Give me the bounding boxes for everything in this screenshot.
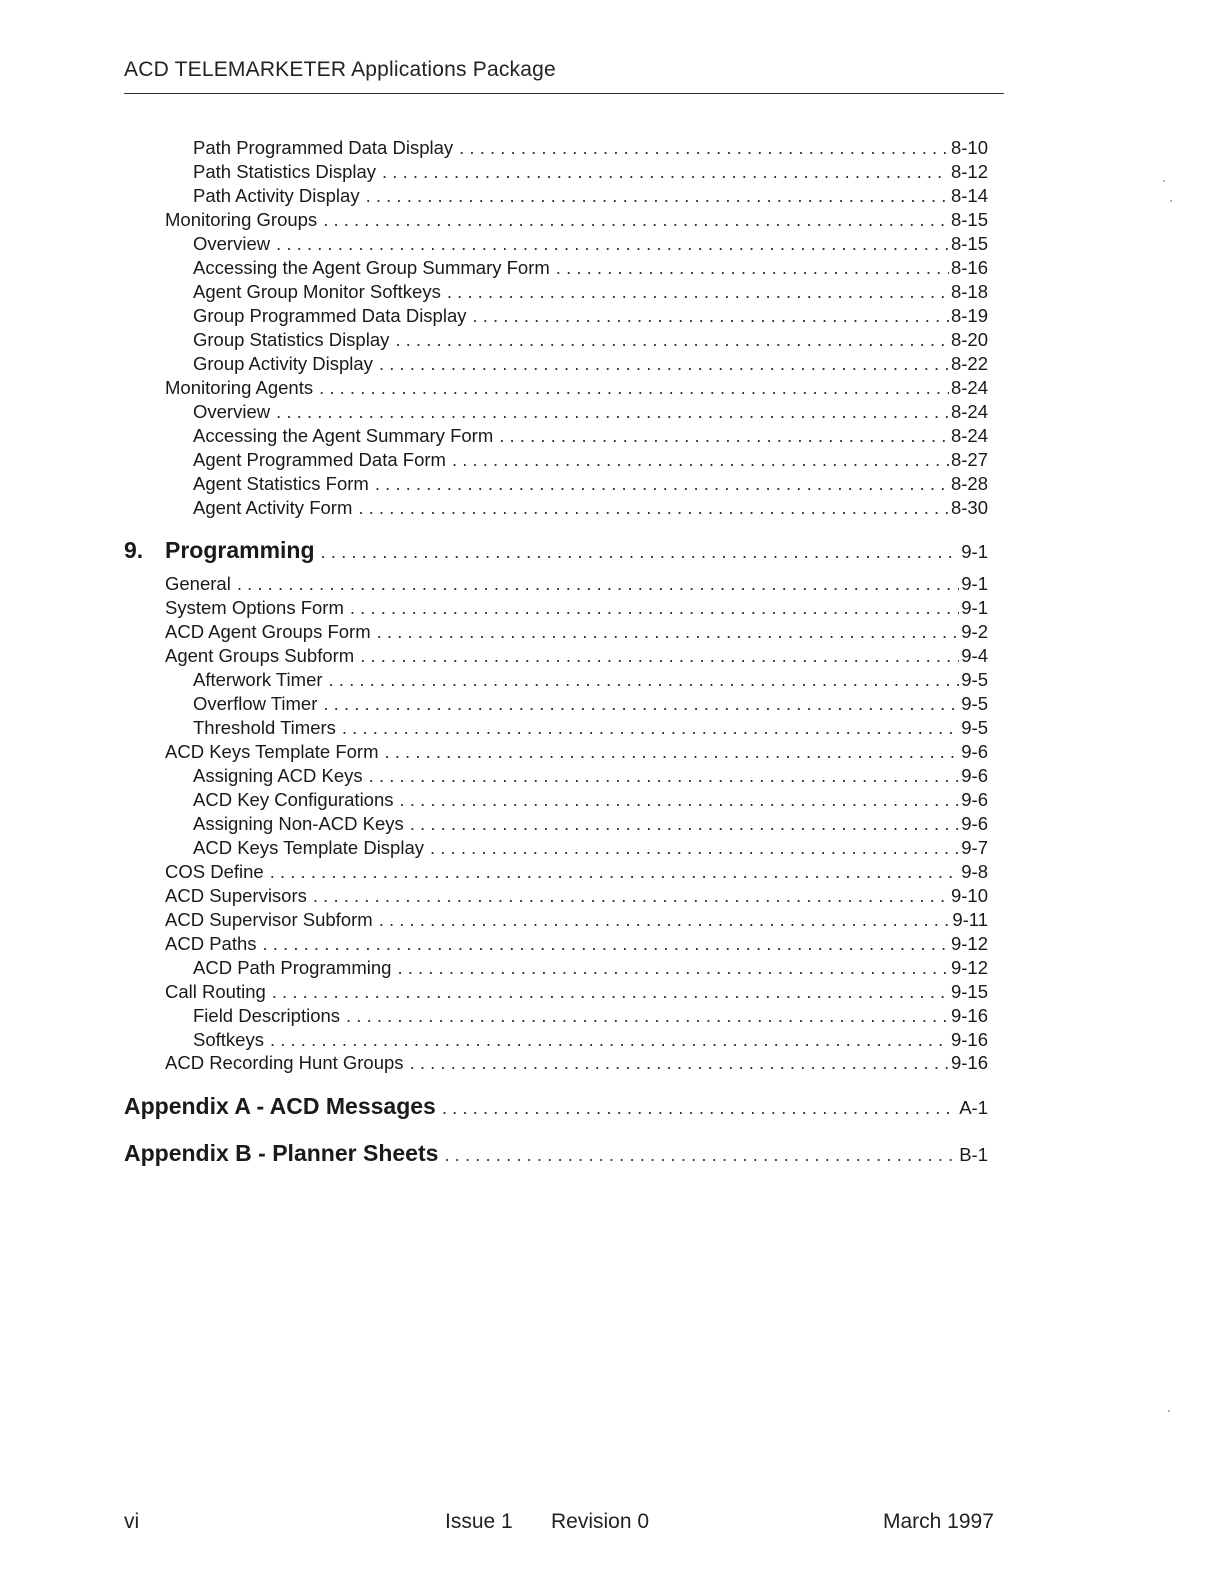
toc-entry-title [165,377,319,399]
toc-entry-label: Path Statistics Display [193,161,377,182]
toc-entry-title [193,693,323,715]
dot-leader [272,981,949,1003]
toc-entry [165,981,988,1005]
toc-entry-title [193,1029,270,1051]
dot-leader [452,449,949,471]
toc-entry-label: ACD Supervisor Subform [165,909,373,930]
dot-leader [276,233,949,255]
toc-entry-title [165,861,270,883]
toc-entry-title [165,621,377,643]
toc-entry-page: 9-12 [950,933,988,954]
toc-entry-title [193,161,382,183]
toc-entry-page: 9-1 [961,541,988,562]
toc-entry-label: ACD Path Programming [193,957,392,978]
toc-entry [193,669,988,693]
toc-entry-page: 8-18 [950,281,988,302]
dot-leader [499,425,949,447]
toc-entry-label: Overview [193,401,271,422]
toc-entry-page: 9-6 [961,765,988,786]
toc-entry [193,1005,988,1029]
toc-entry [165,573,988,597]
chapter-number: 9. [124,537,144,563]
dot-leader [395,329,949,351]
toc-entry [193,281,988,305]
dot-leader [270,861,960,883]
toc-entry-label: Path Programmed Data Display [193,137,454,158]
toc-entry [165,909,988,933]
toc-entry-page: 9-10 [950,885,988,906]
toc-entry-title [165,909,379,931]
dot-leader [447,281,949,303]
toc-entry [165,1052,988,1076]
toc-entry-page: 8-10 [950,137,988,158]
toc-entry [193,425,988,449]
toc-entry-label: Overflow Timer [193,693,318,714]
toc-entry-title [193,669,329,691]
toc-entry-label: Monitoring Agents [165,377,314,398]
toc-entry [193,401,988,425]
toc-entry [165,209,988,233]
toc-entry-label: System Options Form [165,597,344,618]
toc-entry-label: Call Routing [165,981,266,1002]
toc-entry-page: 9-5 [961,669,988,690]
toc-entry-label: Appendix B - Planner Sheets [124,1140,439,1166]
toc-entry-page: 8-28 [950,473,988,494]
toc-entry-page: 9-16 [950,1052,988,1073]
running-header: ACD TELEMARKETER Applications Package [124,58,556,81]
toc-entry-page: 8-15 [950,233,988,254]
dot-leader [358,497,949,519]
toc-entry-label: Assigning Non-ACD Keys [193,813,404,834]
toc-entry-title [193,449,452,471]
toc-entry-label: General [165,573,231,594]
toc-entry-label: ACD Keys Template Form [165,741,379,762]
toc-entry [193,329,988,353]
toc-entry-page: 8-30 [950,497,988,518]
toc-entry-title [165,885,313,907]
toc-entry-page: 8-24 [950,425,988,446]
toc-entry [165,861,988,885]
dot-leader [385,741,960,763]
toc-entry [124,1093,988,1123]
dot-leader [400,789,960,811]
toc-entry-label: Agent Programmed Data Form [193,449,446,470]
dot-leader [350,597,959,619]
toc-entry-title [165,981,272,1003]
dot-leader [379,353,949,375]
toc-entry [193,813,988,837]
toc-entry-page: 9-6 [961,813,988,834]
toc-entry-page: A-1 [959,1097,988,1118]
dot-leader [276,401,949,423]
toc-entry-title [193,765,369,787]
toc-entry [165,621,988,645]
toc-entry-page: 9-6 [961,741,988,762]
toc-entry-title [124,1140,444,1167]
toc-entry-title [124,1093,442,1120]
toc-entry-page: 8-12 [950,161,988,182]
toc-entry-label: ACD Key Configurations [193,789,394,810]
toc-entry-title [193,401,276,423]
toc-entry-page: 9-5 [961,693,988,714]
dot-leader [319,377,949,399]
dot-leader [342,717,959,739]
dot-leader [270,1029,949,1051]
toc-entry [193,717,988,741]
toc-entry-title [193,497,358,519]
toc-entry-label: Monitoring Groups [165,209,318,230]
toc-entry [193,353,988,377]
toc-entry-label: Assigning ACD Keys [193,765,363,786]
toc-entry-page: 9-16 [950,1029,988,1050]
toc-entry-page: 8-16 [950,257,988,278]
dot-leader [410,813,959,835]
toc-entry-page: 8-24 [950,401,988,422]
toc-entry-title [165,645,360,667]
dot-leader [323,209,949,231]
toc-entry-label: ACD Keys Template Display [193,837,424,858]
toc-entry-title [193,813,410,835]
toc-entry [165,645,988,669]
toc-entry-page: 9-4 [961,645,988,666]
dot-leader [313,885,949,907]
toc-entry-page: 9-7 [961,837,988,858]
scan-speck [1170,200,1172,202]
dot-leader [410,1052,949,1074]
toc-entry-label: Accessing the Agent Summary Form [193,425,494,446]
toc-entry-label: Group Activity Display [193,353,373,374]
toc-entry-page: 9-16 [950,1005,988,1026]
toc-entry-page: 8-19 [950,305,988,326]
toc-entry [193,693,988,717]
toc-entry-page: 8-24 [950,377,988,398]
toc-entry-label: ACD Recording Hunt Groups [165,1052,404,1073]
dot-leader [442,1097,957,1119]
dot-leader [329,669,960,691]
toc-entry-title [193,1005,346,1027]
toc-entry-label: Softkeys [193,1029,264,1050]
toc-entry-page: 8-20 [950,329,988,350]
toc-entry [193,789,988,813]
toc-entry-title [165,933,263,955]
dot-leader [379,909,951,931]
toc-entry-label: Programming [165,537,315,563]
toc-entry-title [193,329,395,351]
toc-entry [124,537,988,567]
dot-leader [459,137,949,159]
footer-issue: Issue 1 [445,1510,513,1533]
dot-leader [346,1005,949,1027]
toc-entry-label: COS Define [165,861,264,882]
toc-entry-label: Agent Groups Subform [165,645,355,666]
dot-leader [237,573,959,595]
toc-entry-title [165,741,385,763]
toc-entry-page: B-1 [959,1144,988,1165]
toc-entry [193,837,988,861]
toc-entry [165,741,988,765]
toc-entry-title [193,257,556,279]
toc-entry-page: 9-12 [950,957,988,978]
dot-leader [263,933,949,955]
toc-entry [193,305,988,329]
dot-leader [375,473,949,495]
toc-entry-label: Afterwork Timer [193,669,323,690]
toc-entry-title [165,573,237,595]
toc-entry-page: 8-15 [950,209,988,230]
toc-entry-page: 9-5 [961,717,988,738]
toc-entry-label: Group Statistics Display [193,329,390,350]
toc-entry-label: ACD Paths [165,933,257,954]
toc-entry-page: 8-22 [950,353,988,374]
toc-entry [193,185,988,209]
toc-entry-page: 8-14 [950,185,988,206]
toc-entry-label: Path Activity Display [193,185,360,206]
toc-entry [165,377,988,401]
dot-leader [430,837,959,859]
toc-entry-label: ACD Supervisors [165,885,307,906]
toc-entry-title [193,837,430,859]
toc-entry [193,957,988,981]
toc-entry-title [193,473,375,495]
toc-entry-label: Accessing the Agent Group Summary Form [193,257,550,278]
toc-entry-label: Agent Statistics Form [193,473,369,494]
toc-entry [193,473,988,497]
toc-entry-title [165,1052,410,1074]
toc-entry-title [124,537,321,564]
toc-entry-title [193,353,379,375]
toc-entry-page: 9-2 [961,621,988,642]
dot-leader [321,541,960,563]
toc-entry-label: Agent Group Monitor Softkeys [193,281,441,302]
toc-entry [124,1140,988,1170]
toc-entry-label: Appendix A - ACD Messages [124,1093,436,1119]
toc-entry-title [165,597,350,619]
toc-entry-title [193,425,499,447]
toc-entry [165,597,988,621]
toc-entry [193,257,988,281]
scan-speck [1168,1410,1170,1412]
toc-entry [193,765,988,789]
toc-entry-title [193,281,447,303]
dot-leader [369,765,960,787]
toc-entry-title [193,185,366,207]
dot-leader [323,693,959,715]
toc-entry-label: Field Descriptions [193,1005,341,1026]
dot-leader [382,161,949,183]
toc-entry [193,1029,988,1053]
toc-entry-label: Overview [193,233,271,254]
toc-entry-page: 9-1 [961,573,988,594]
footer-page-number: vi [124,1510,140,1533]
dot-leader [444,1144,957,1166]
toc-entry-page: 9-11 [952,909,988,930]
toc-entry [193,161,988,185]
toc-entry [165,885,988,909]
dot-leader [556,257,949,279]
toc-entry-page: 9-8 [961,861,988,882]
toc-entry-label: Group Programmed Data Display [193,305,467,326]
toc-entry [193,137,988,161]
toc-entry-title [193,137,459,159]
toc-entry-title [193,957,397,979]
toc-entry [193,449,988,473]
dot-leader [473,305,949,327]
toc-entry [193,233,988,257]
footer-date: March 1997 [883,1510,994,1533]
toc-entry-page: 9-15 [950,981,988,1002]
toc-entry [193,497,988,521]
toc-entry-title [193,305,473,327]
scan-speck [1163,180,1165,182]
toc-entry-title [193,717,342,739]
dot-leader [377,621,960,643]
dot-leader [360,645,959,667]
toc-entry [165,933,988,957]
toc-entry-title [193,789,400,811]
toc-entry-page: 9-6 [961,789,988,810]
toc-entry-label: ACD Agent Groups Form [165,621,371,642]
dot-leader [366,185,949,207]
toc-entry-label: Agent Activity Form [193,497,353,518]
toc-entry-title [165,209,323,231]
toc-entry-label: Threshold Timers [193,717,336,738]
toc-entry-title [193,233,276,255]
footer-revision: Revision 0 [551,1510,650,1533]
dot-leader [397,957,949,979]
toc-entry-page: 9-1 [961,597,988,618]
toc-entry-page: 8-27 [950,449,988,470]
